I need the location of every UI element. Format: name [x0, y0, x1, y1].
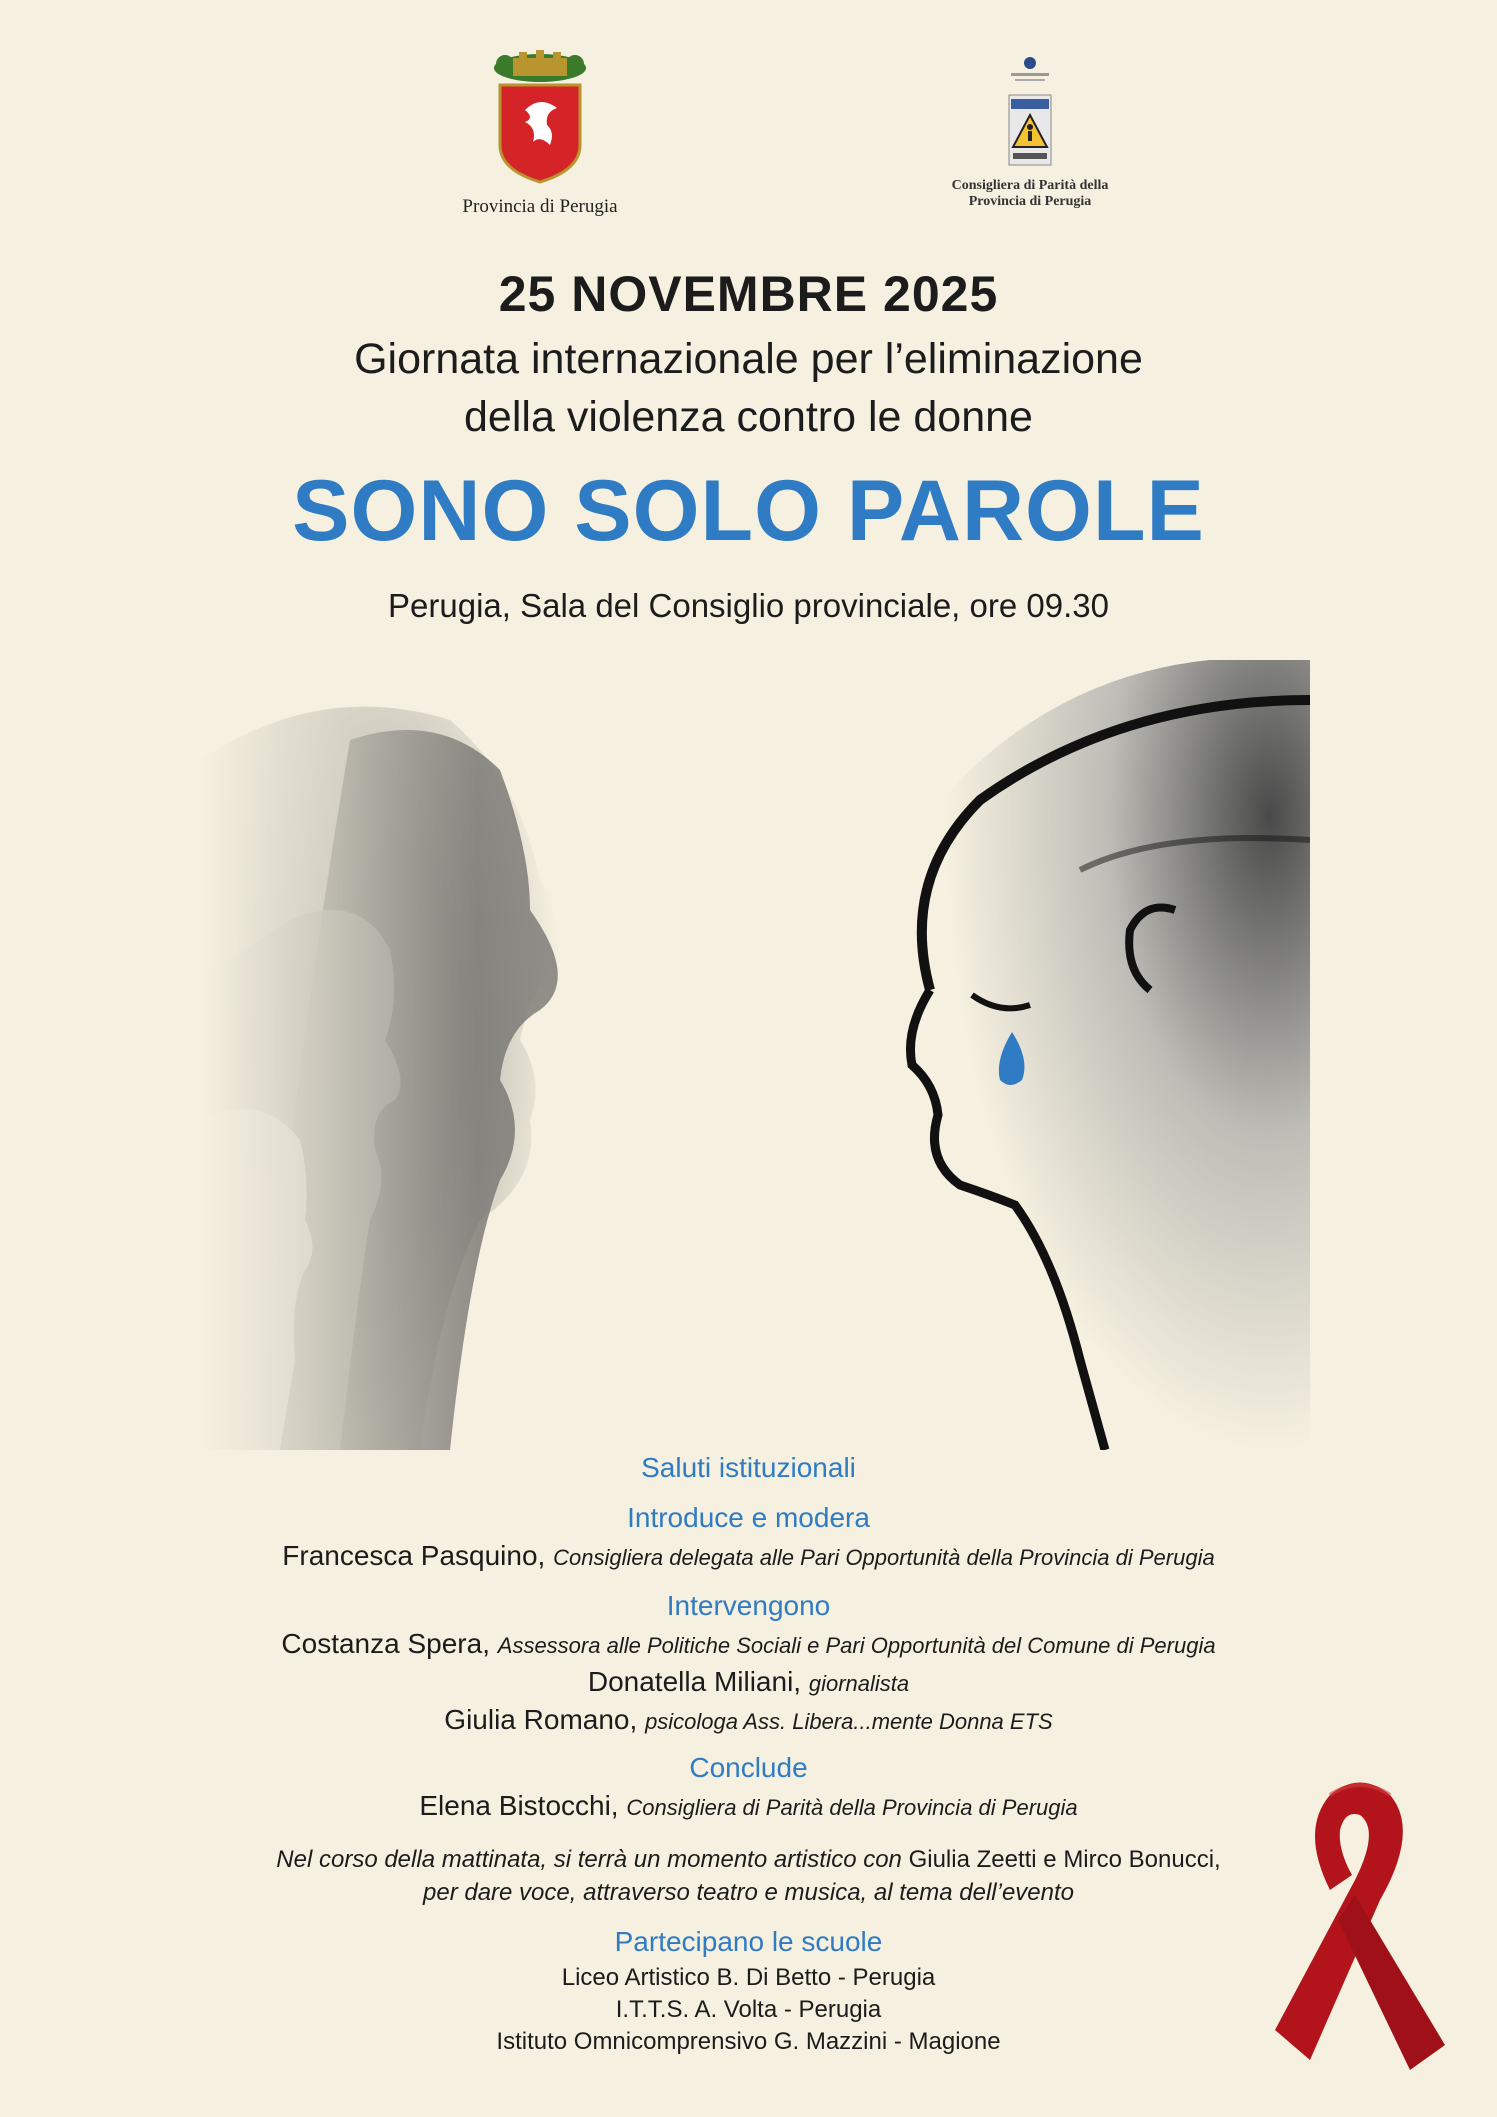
consigliera-logo [920, 55, 1140, 210]
red-ribbon-icon [1260, 1770, 1460, 2080]
speaker-role: Assessora alle Politiche Sociali e Pari Opportunità del Comune di Perugia [497, 1633, 1216, 1658]
event-subtitle [0, 330, 1497, 446]
speaker-name: Donatella Miliani, [587, 1666, 802, 1697]
speaker-line [0, 1628, 1497, 1660]
schools-heading: Partecipano le scuole [614, 1926, 883, 1957]
speaker-role: psicologa Ass. Libera...mente Donna ETS [645, 1709, 1053, 1734]
consigliera-emblem-icon [995, 55, 1065, 167]
artistic-line2: per dare voce, attraverso teatro e musica, al tema dell’evento [423, 1879, 1074, 1906]
speaker-role: giornalista [808, 1671, 910, 1696]
coat-of-arms-icon [485, 50, 595, 185]
moderator-name: Francesca Pasquino, [282, 1540, 546, 1571]
speaker-line [0, 1666, 1497, 1698]
conclude-heading: Conclude [689, 1752, 808, 1783]
subtitle-line1: Giornata internazionale per l’eliminazione [354, 335, 1143, 383]
school-item: I.T.T.S. A. Volta - Perugia [615, 1996, 882, 2023]
consigliera-caption-line1: Consigliera di Parità della [951, 178, 1109, 193]
speaker-name: Costanza Spera, [281, 1628, 490, 1659]
event-date: 25 NOVEMBRE 2025 [498, 266, 999, 322]
speaker-line [0, 1704, 1497, 1736]
artistic-performers: Giulia Zeetti e Mirco Bonucci, [908, 1846, 1221, 1873]
introduce-heading: Introduce e modera [627, 1502, 870, 1533]
illustration [200, 660, 1310, 1450]
moderator-role: Consigliera delegata alle Pari Opportunità della Provincia di Perugia [553, 1545, 1215, 1570]
school-item: Istituto Omnicomprensivo G. Mazzini - Magione [496, 2028, 1001, 2055]
moderator-line [0, 1540, 1497, 1572]
closer-role: Consigliera di Parità della Provincia di Perugia [626, 1795, 1078, 1820]
provincia-caption: Provincia di Perugia [462, 196, 618, 217]
school-item: Liceo Artistico B. Di Betto - Perugia [561, 1964, 936, 1991]
event-place: Perugia, Sala del Consiglio provinciale, ore 09.30 [388, 587, 1109, 624]
consigliera-caption-line2: Provincia di Perugia [968, 194, 1092, 209]
speaker-name: Giulia Romano, [444, 1704, 638, 1735]
artistic-line1-a: Nel corso della mattinata, si terrà un momento artistico con [276, 1846, 902, 1873]
closer-name: Elena Bistocchi, [419, 1790, 619, 1821]
provincia-logo [440, 50, 640, 218]
intervengono-heading: Intervengono [666, 1590, 831, 1621]
event-title: SONO SOLO PAROLE [292, 463, 1205, 559]
subtitle-line2: della violenza contro le donne [464, 393, 1033, 441]
saluti-heading: Saluti istituzionali [641, 1452, 856, 1483]
